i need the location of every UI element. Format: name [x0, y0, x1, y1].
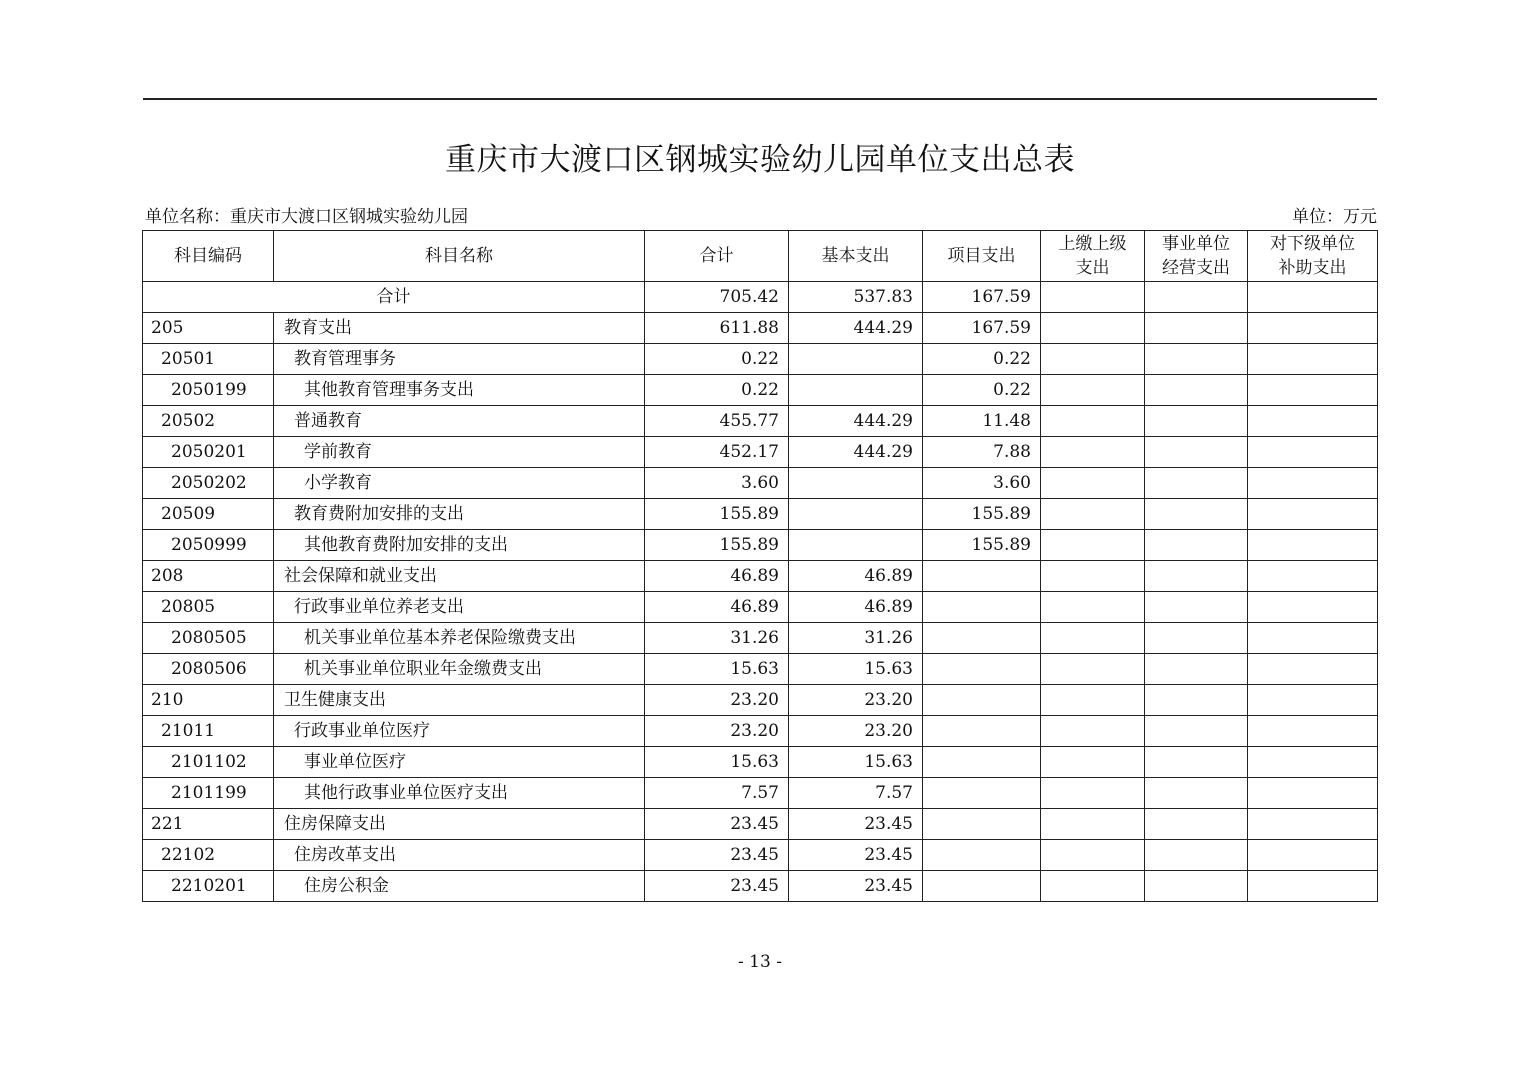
subsidy-cell: [1248, 468, 1378, 499]
business-cell: [1145, 747, 1248, 778]
upper-cell: [1041, 592, 1145, 623]
table-row: [143, 716, 1378, 747]
project-cell: 7.88: [923, 437, 1041, 468]
business-cell: [1145, 809, 1248, 840]
subject-code-cell: 2101102: [143, 747, 274, 778]
table-row: [143, 871, 1378, 902]
subsidy-cell: [1248, 840, 1378, 871]
subject-code-cell: 2050201: [143, 437, 274, 468]
subject-code-cell: 2050999: [143, 530, 274, 561]
basic-cell: [789, 344, 923, 375]
subsidy-cell: [1248, 561, 1378, 592]
table-row: [143, 685, 1378, 716]
business-cell: [1145, 406, 1248, 437]
subsidy-cell: [1248, 716, 1378, 747]
total-upper: [1041, 282, 1145, 313]
upper-cell: [1041, 685, 1145, 716]
business-cell: [1145, 654, 1248, 685]
project-cell: [923, 871, 1041, 902]
basic-cell: 23.45: [789, 809, 923, 840]
subject-name-cell: 社会保障和就业支出: [274, 561, 645, 592]
total-basic: 537.83: [789, 282, 923, 313]
project-cell: [923, 654, 1041, 685]
upper-cell: [1041, 561, 1145, 592]
total-label: 合计: [143, 282, 645, 313]
subject-name-cell: 行政事业单位医疗: [274, 716, 645, 747]
subsidy-cell: [1248, 747, 1378, 778]
business-cell: [1145, 499, 1248, 530]
subject-code-cell: 20501: [143, 344, 274, 375]
upper-cell: [1041, 375, 1145, 406]
basic-cell: 23.20: [789, 716, 923, 747]
upper-cell: [1041, 747, 1145, 778]
business-cell: [1145, 778, 1248, 809]
upper-cell: [1041, 313, 1145, 344]
table-row: [143, 499, 1378, 530]
table-row: [143, 809, 1378, 840]
project-cell: 3.60: [923, 468, 1041, 499]
project-cell: 11.48: [923, 406, 1041, 437]
total-cell: 46.89: [645, 561, 789, 592]
table-row: [143, 375, 1378, 406]
subject-name-cell: 教育费附加安排的支出: [274, 499, 645, 530]
table-row: [143, 437, 1378, 468]
table-row: [143, 313, 1378, 344]
upper-cell: [1041, 778, 1145, 809]
basic-cell: 15.63: [789, 654, 923, 685]
subject-name-cell: 机关事业单位职业年金缴费支出: [274, 654, 645, 685]
total-cell: 23.20: [645, 685, 789, 716]
basic-cell: 444.29: [789, 437, 923, 468]
header-subsidy-line2: 补助支出: [1278, 258, 1347, 278]
basic-cell: 46.89: [789, 561, 923, 592]
header-basic: 基本支出: [789, 231, 923, 282]
total-cell: 23.45: [645, 809, 789, 840]
subsidy-cell: [1248, 778, 1378, 809]
subject-name-cell: 小学教育: [274, 468, 645, 499]
total-business: [1145, 282, 1248, 313]
header-upper-line2: 支出: [1075, 258, 1110, 278]
total-cell: 23.45: [645, 871, 789, 902]
subject-code-cell: 21011: [143, 716, 274, 747]
basic-cell: [789, 375, 923, 406]
subject-code-cell: 210: [143, 685, 274, 716]
business-cell: [1145, 716, 1248, 747]
header-name: 科目名称: [274, 231, 645, 282]
total-cell: 3.60: [645, 468, 789, 499]
project-cell: [923, 809, 1041, 840]
project-cell: [923, 592, 1041, 623]
unit-label: 单位：万元: [1292, 207, 1377, 227]
subsidy-cell: [1248, 685, 1378, 716]
subject-code-cell: 20502: [143, 406, 274, 437]
subsidy-cell: [1248, 654, 1378, 685]
total-cell: 0.22: [645, 375, 789, 406]
project-cell: 155.89: [923, 530, 1041, 561]
subject-name-cell: 卫生健康支出: [274, 685, 645, 716]
subject-name-cell: 教育管理事务: [274, 344, 645, 375]
project-cell: 155.89: [923, 499, 1041, 530]
business-cell: [1145, 375, 1248, 406]
total-cell: 15.63: [645, 654, 789, 685]
subsidy-cell: [1248, 437, 1378, 468]
subject-code-cell: 2050199: [143, 375, 274, 406]
total-cell: 15.63: [645, 747, 789, 778]
basic-cell: 15.63: [789, 747, 923, 778]
project-cell: 0.22: [923, 344, 1041, 375]
header-code: 科目编码: [143, 231, 274, 282]
total-cell: 455.77: [645, 406, 789, 437]
total-project: 167.59: [923, 282, 1041, 313]
total-cell: 46.89: [645, 592, 789, 623]
page-number: - 13 -: [738, 952, 782, 972]
subject-code-cell: 20509: [143, 499, 274, 530]
business-cell: [1145, 313, 1248, 344]
subject-code-cell: 20805: [143, 592, 274, 623]
upper-cell: [1041, 344, 1145, 375]
business-cell: [1145, 592, 1248, 623]
header-upper: [1041, 231, 1145, 282]
upper-cell: [1041, 499, 1145, 530]
table-header-row: [143, 231, 1378, 282]
header-business: [1145, 231, 1248, 282]
table-row: [143, 654, 1378, 685]
project-cell: [923, 685, 1041, 716]
subject-code-cell: 208: [143, 561, 274, 592]
subject-code-cell: 221: [143, 809, 274, 840]
subject-name-cell: 住房保障支出: [274, 809, 645, 840]
business-cell: [1145, 840, 1248, 871]
subsidy-cell: [1248, 871, 1378, 902]
total-cell: 23.45: [645, 840, 789, 871]
upper-cell: [1041, 437, 1145, 468]
header-business-line2: 经营支出: [1162, 258, 1230, 278]
upper-cell: [1041, 654, 1145, 685]
basic-cell: 23.45: [789, 871, 923, 902]
subsidy-cell: [1248, 592, 1378, 623]
upper-cell: [1041, 530, 1145, 561]
total-cell: 23.20: [645, 716, 789, 747]
upper-cell: [1041, 871, 1145, 902]
header-rule: [143, 98, 1377, 100]
subsidy-cell: [1248, 623, 1378, 654]
basic-cell: [789, 530, 923, 561]
subject-name-cell: 其他教育费附加安排的支出: [274, 530, 645, 561]
project-cell: [923, 716, 1041, 747]
basic-cell: [789, 499, 923, 530]
table-row: [143, 406, 1378, 437]
table-row: [143, 623, 1378, 654]
subject-code-cell: 2101199: [143, 778, 274, 809]
subject-code-cell: 205: [143, 313, 274, 344]
upper-cell: [1041, 406, 1145, 437]
subject-code-cell: 2080506: [143, 654, 274, 685]
header-business-line1: 事业单位: [1162, 234, 1230, 254]
project-cell: [923, 778, 1041, 809]
basic-cell: 444.29: [789, 406, 923, 437]
total-cell: 7.57: [645, 778, 789, 809]
project-cell: [923, 561, 1041, 592]
upper-cell: [1041, 840, 1145, 871]
table-row: [143, 344, 1378, 375]
upper-cell: [1041, 623, 1145, 654]
total-cell: 155.89: [645, 530, 789, 561]
subject-name-cell: 普通教育: [274, 406, 645, 437]
header-subsidy: [1248, 231, 1378, 282]
header-project: 项目支出: [923, 231, 1041, 282]
subsidy-cell: [1248, 809, 1378, 840]
business-cell: [1145, 344, 1248, 375]
upper-cell: [1041, 809, 1145, 840]
subject-name-cell: 其他行政事业单位医疗支出: [274, 778, 645, 809]
basic-cell: [789, 468, 923, 499]
project-cell: [923, 623, 1041, 654]
total-subsidy: [1248, 282, 1378, 313]
subject-name-cell: 事业单位医疗: [274, 747, 645, 778]
basic-cell: 31.26: [789, 623, 923, 654]
total-cell: 611.88: [645, 313, 789, 344]
business-cell: [1145, 530, 1248, 561]
upper-cell: [1041, 716, 1145, 747]
subject-name-cell: 机关事业单位基本养老保险缴费支出: [274, 623, 645, 654]
subject-name-cell: 住房公积金: [274, 871, 645, 902]
table-row: [143, 468, 1378, 499]
subject-code-cell: 2080505: [143, 623, 274, 654]
subject-code-cell: 22102: [143, 840, 274, 871]
basic-cell: 46.89: [789, 592, 923, 623]
subsidy-cell: [1248, 313, 1378, 344]
total-cell: 31.26: [645, 623, 789, 654]
basic-cell: 23.20: [789, 685, 923, 716]
subject-name-cell: 住房改革支出: [274, 840, 645, 871]
table-row: [143, 592, 1378, 623]
basic-cell: 7.57: [789, 778, 923, 809]
subsidy-cell: [1248, 406, 1378, 437]
total-row: [143, 282, 1378, 313]
project-cell: [923, 747, 1041, 778]
header-total: 合计: [645, 231, 789, 282]
subsidy-cell: [1248, 344, 1378, 375]
table-row: [143, 530, 1378, 561]
business-cell: [1145, 871, 1248, 902]
table-row: [143, 561, 1378, 592]
header-upper-line1: 上缴上级: [1058, 234, 1127, 254]
project-cell: [923, 840, 1041, 871]
table-row: [143, 778, 1378, 809]
unit-name-label: 单位名称：重庆市大渡口区钢城实验幼儿园: [145, 207, 468, 227]
business-cell: [1145, 623, 1248, 654]
upper-cell: [1041, 468, 1145, 499]
subject-name-cell: 教育支出: [274, 313, 645, 344]
subject-code-cell: 2210201: [143, 871, 274, 902]
page-title: 重庆市大渡口区钢城实验幼儿园单位支出总表: [445, 142, 1075, 178]
subsidy-cell: [1248, 375, 1378, 406]
business-cell: [1145, 437, 1248, 468]
basic-cell: 444.29: [789, 313, 923, 344]
business-cell: [1145, 468, 1248, 499]
subject-code-cell: 2050202: [143, 468, 274, 499]
basic-cell: 23.45: [789, 840, 923, 871]
subject-name-cell: 学前教育: [274, 437, 645, 468]
subject-name-cell: 行政事业单位养老支出: [274, 592, 645, 623]
header-subsidy-line1: 对下级单位: [1270, 234, 1355, 254]
subsidy-cell: [1248, 499, 1378, 530]
expenditure-summary-table: [142, 230, 1378, 902]
table-row: [143, 747, 1378, 778]
total-cell: 155.89: [645, 499, 789, 530]
subject-name-cell: 其他教育管理事务支出: [274, 375, 645, 406]
table-row: [143, 840, 1378, 871]
total-cell: 452.17: [645, 437, 789, 468]
total-total: 705.42: [645, 282, 789, 313]
total-cell: 0.22: [645, 344, 789, 375]
project-cell: 0.22: [923, 375, 1041, 406]
business-cell: [1145, 561, 1248, 592]
subsidy-cell: [1248, 530, 1378, 561]
business-cell: [1145, 685, 1248, 716]
project-cell: 167.59: [923, 313, 1041, 344]
